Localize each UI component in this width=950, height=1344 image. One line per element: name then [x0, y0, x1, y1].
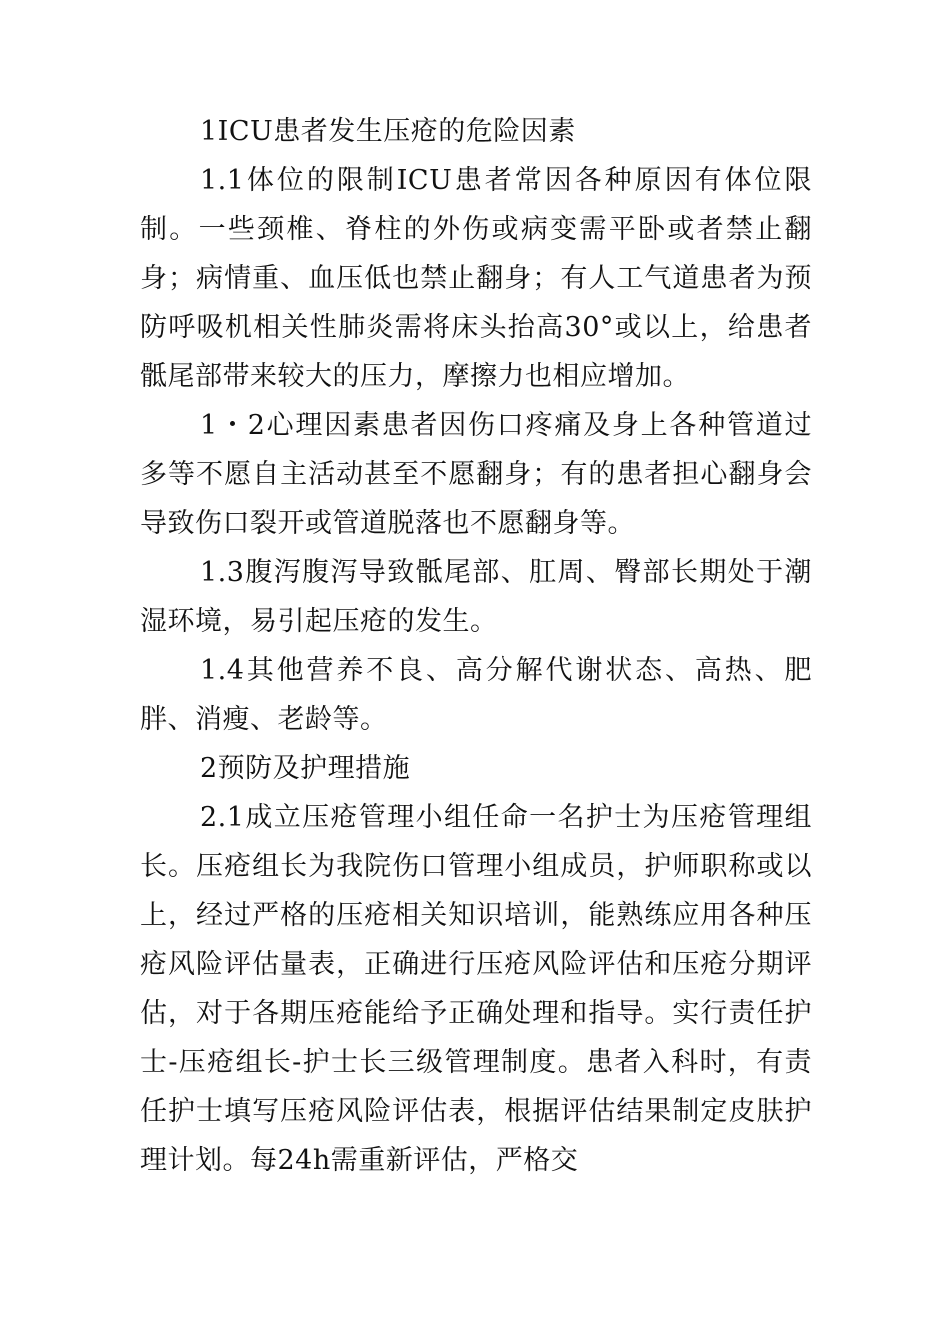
heading-risk-factors: 1ICU患者发生压疮的危险因素	[200, 116, 576, 147]
document-body	[140, 107, 812, 1185]
paragraph-psychological-factors: 1・2心理因素患者因伤口疼痛及身上各种管道过多等不愿自主活动甚至不愿翻身；有的患者担心翻身会导致伤口裂开或管道脱落也不愿翻身等。	[140, 410, 812, 539]
paragraph-other-factors: 1.4其他营养不良、高分解代谢状态、高热、肥胖、消瘦、老龄等。	[140, 655, 812, 735]
paragraph-diarrhea: 1.3腹泻腹泻导致骶尾部、肛周、臀部长期处于潮湿环境，易引起压疮的发生。	[140, 557, 812, 637]
heading-prevention-care: 2预防及护理措施	[200, 753, 411, 784]
paragraph-management-team: 2.1成立压疮管理小组任命一名护士为压疮管理组长。压疮组长为我院伤口管理小组成员，护师职称或以上，经过严格的压疮相关知识培训，能熟练应用各种压疮风险评估量表，正确进行压疮风险评估和压疮分期评估，对于各期压疮能给予正确处理和指导。实行责任护士-压疮组长-护士长三级管理制度。患者入科时，有责任护士填写压疮风险评估表，根据评估结果制定皮肤护理计划。每24h需重新评估，严格交	[140, 802, 812, 1176]
paragraph-position-restriction: 1.1体位的限制ICU患者常因各种原因有体位限制。一些颈椎、脊柱的外伤或病变需平卧或者禁止翻身；病情重、血压低也禁止翻身；有人工气道患者为预防呼吸机相关性肺炎需将床头抬高30°或以上，给患者骶尾部带来较大的压力，摩擦力也相应增加。	[140, 165, 812, 392]
